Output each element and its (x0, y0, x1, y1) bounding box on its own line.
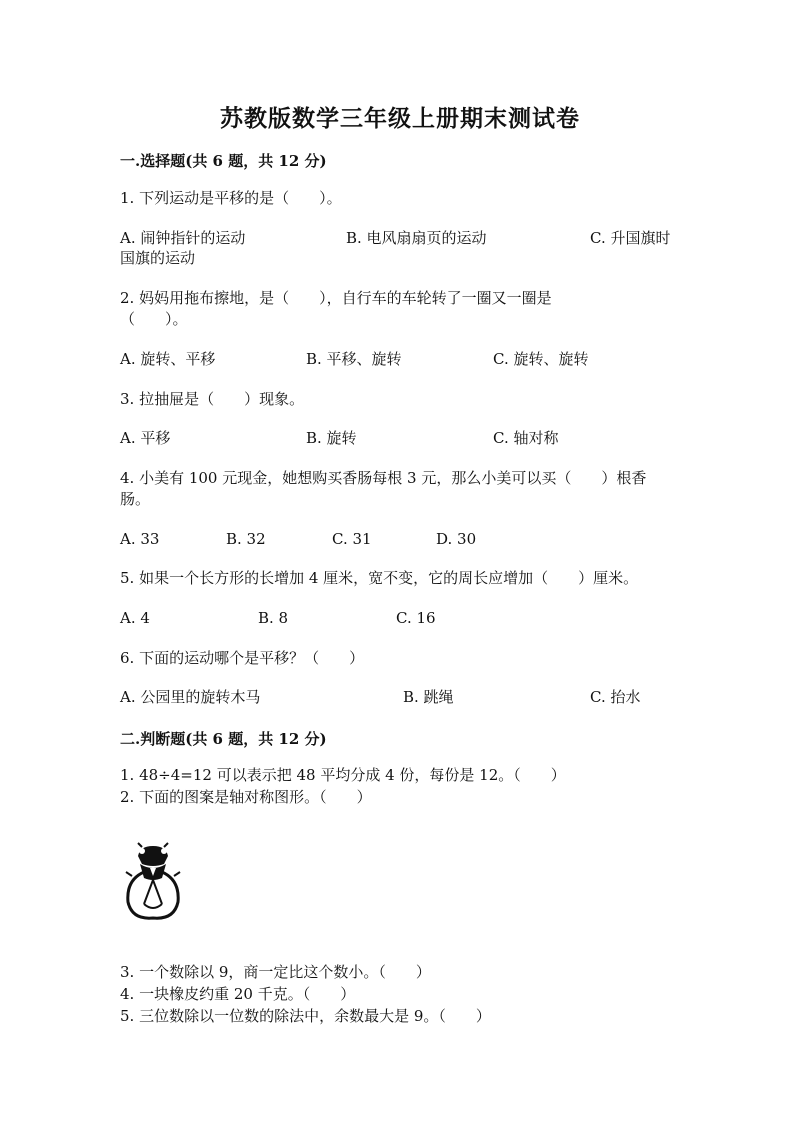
section-heading-choice: 一.选择题(共 6 题，共 12 分) (120, 152, 327, 170)
cicada-outline-icon (120, 842, 186, 924)
question-1-option-c: C. 升国旗时 (590, 229, 671, 247)
question-3-option-c: C. 轴对称 (493, 429, 559, 447)
judgement-5: 5. 三位数除以一位数的除法中，余数最大是 9。（ ） (120, 1007, 491, 1025)
question-6-stem: 6. 下面的运动哪个是平移？（ ） (120, 649, 365, 667)
question-1-option-a: A. 闹钟指针的运动 (120, 229, 246, 247)
judgement-4: 4. 一块橡皮约重 20 千克。（ ） (120, 985, 356, 1003)
question-1-stem: 1. 下列运动是平移的是（ ）。 (120, 189, 342, 207)
question-1-option-b: B. 电风扇扇页的运动 (346, 229, 487, 247)
question-4-stem-continued: 肠。 (120, 490, 151, 508)
judgement-1: 1. 48÷4=12 可以表示把 48 平均分成 4 份，每份是 12。（ ） (120, 766, 566, 784)
question-5-option-c: C. 16 (396, 609, 436, 627)
question-3-stem: 3. 拉抽屉是（ ）现象。 (120, 390, 305, 408)
question-6-option-b: B. 跳绳 (403, 688, 454, 706)
question-5-option-b: B. 8 (258, 609, 289, 627)
section-heading-judgement: 二.判断题(共 6 题，共 12 分) (120, 730, 327, 748)
question-4-option-a: A. 33 (120, 530, 160, 548)
question-4-option-c: C. 31 (332, 530, 372, 548)
question-2-stem: 2. 妈妈用拖布擦地，是（ ），自行车的车轮转了一圈又一圈是 (120, 289, 552, 307)
question-4-option-b: B. 32 (226, 530, 266, 548)
judgement-2: 2. 下面的图案是轴对称图形。（ ） (120, 788, 372, 806)
question-1-option-c-continued: 国旗的运动 (120, 249, 196, 267)
question-4-option-d: D. 30 (436, 530, 477, 548)
page-title: 苏教版数学三年级上册期末测试卷 (220, 105, 580, 132)
question-4-stem: 4. 小美有 100 元现金，她想购买香肠每根 3 元，那么小美可以买（ ）根香 (120, 469, 647, 487)
question-5-stem: 5. 如果一个长方形的长增加 4 厘米，宽不变，它的周长应增加（ ）厘米。 (120, 569, 639, 587)
question-5-option-a: A. 4 (120, 609, 150, 627)
question-2-stem-continued: （ ）。 (120, 310, 188, 328)
question-6-option-c: C. 抬水 (590, 688, 641, 706)
question-2-option-a: A. 旋转、平移 (120, 350, 216, 368)
judgement-3: 3. 一个数除以 9，商一定比这个数小。（ ） (120, 963, 431, 981)
question-2-option-c: C. 旋转、旋转 (493, 350, 589, 368)
question-6-option-a: A. 公园里的旋转木马 (120, 688, 261, 706)
question-3-option-a: A. 平移 (120, 429, 171, 447)
question-2-option-b: B. 平移、旋转 (306, 350, 402, 368)
question-3-option-b: B. 旋转 (306, 429, 357, 447)
